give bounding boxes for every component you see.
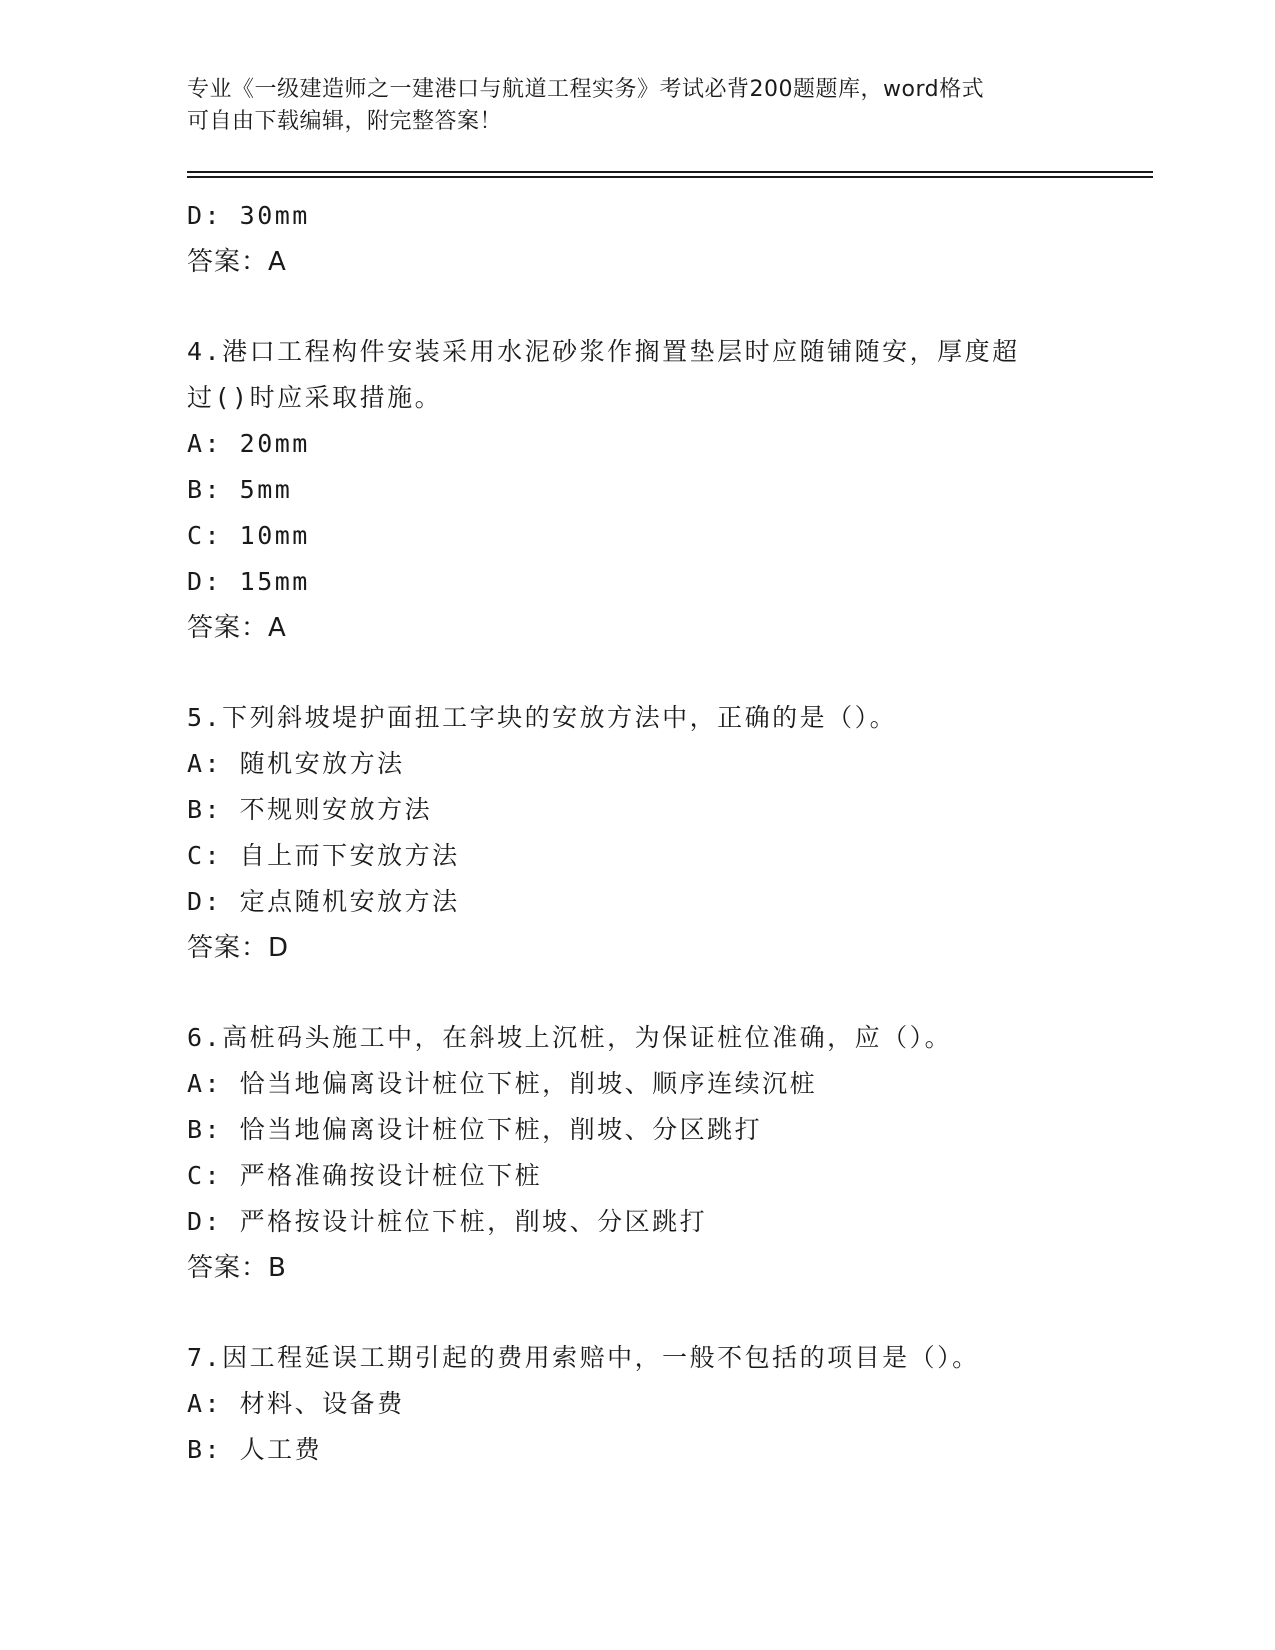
header-title-line-2: 可自由下载编辑，附完整答案！ bbox=[187, 109, 503, 134]
question-title-continued: 过()时应采取措施。 bbox=[187, 383, 443, 412]
answer-line: 答案：A bbox=[187, 247, 287, 277]
option-b: B: 不规则安放方法 bbox=[187, 795, 433, 824]
option-d: D: 30mm bbox=[187, 201, 310, 230]
question-4 bbox=[187, 329, 1107, 651]
question-5 bbox=[187, 695, 1107, 971]
previous-question-tail bbox=[187, 193, 1107, 285]
document-header bbox=[187, 74, 1067, 138]
option-b: B: 5mm bbox=[187, 475, 293, 504]
question-title: 6.高桩码头施工中，在斜坡上沉桩，为保证桩位准确，应（）。 bbox=[187, 1023, 953, 1052]
answer-line: 答案：A bbox=[187, 613, 287, 643]
option-a: A: 材料、设备费 bbox=[187, 1389, 405, 1418]
option-d: D: 定点随机安放方法 bbox=[187, 887, 460, 916]
option-b: B: 恰当地偏离设计桩位下桩，削坡、分区跳打 bbox=[187, 1115, 763, 1144]
option-c: C: 10mm bbox=[187, 521, 310, 550]
answer-line: 答案：D bbox=[187, 933, 290, 963]
option-a: A: 恰当地偏离设计桩位下桩，削坡、顺序连续沉桩 bbox=[187, 1069, 818, 1098]
option-d: D: 15mm bbox=[187, 567, 310, 596]
answer-line: 答案：B bbox=[187, 1253, 287, 1283]
option-a: A: 20mm bbox=[187, 429, 310, 458]
header-divider-top bbox=[187, 171, 1153, 173]
question-title: 4.港口工程构件安装采用水泥砂浆作搁置垫层时应随铺随安，厚度超 bbox=[187, 337, 1020, 366]
header-divider-bottom bbox=[187, 176, 1153, 178]
option-b: B: 人工费 bbox=[187, 1435, 323, 1464]
question-7 bbox=[187, 1335, 1107, 1473]
header-title-line-1: 专业《一级建造师之一建港口与航道工程实务》考试必背200题题库，word格式 bbox=[187, 77, 985, 102]
question-title: 7.因工程延误工期引起的费用索赔中，一般不包括的项目是（）。 bbox=[187, 1343, 980, 1372]
option-c: C: 严格准确按设计桩位下桩 bbox=[187, 1161, 543, 1190]
question-title: 5.下列斜坡堤护面扭工字块的安放方法中，正确的是（）。 bbox=[187, 703, 898, 732]
option-a: A: 随机安放方法 bbox=[187, 749, 405, 778]
document-body bbox=[187, 193, 1107, 1473]
option-d: D: 严格按设计桩位下桩，削坡、分区跳打 bbox=[187, 1207, 708, 1236]
question-6 bbox=[187, 1015, 1107, 1291]
option-c: C: 自上而下安放方法 bbox=[187, 841, 460, 870]
